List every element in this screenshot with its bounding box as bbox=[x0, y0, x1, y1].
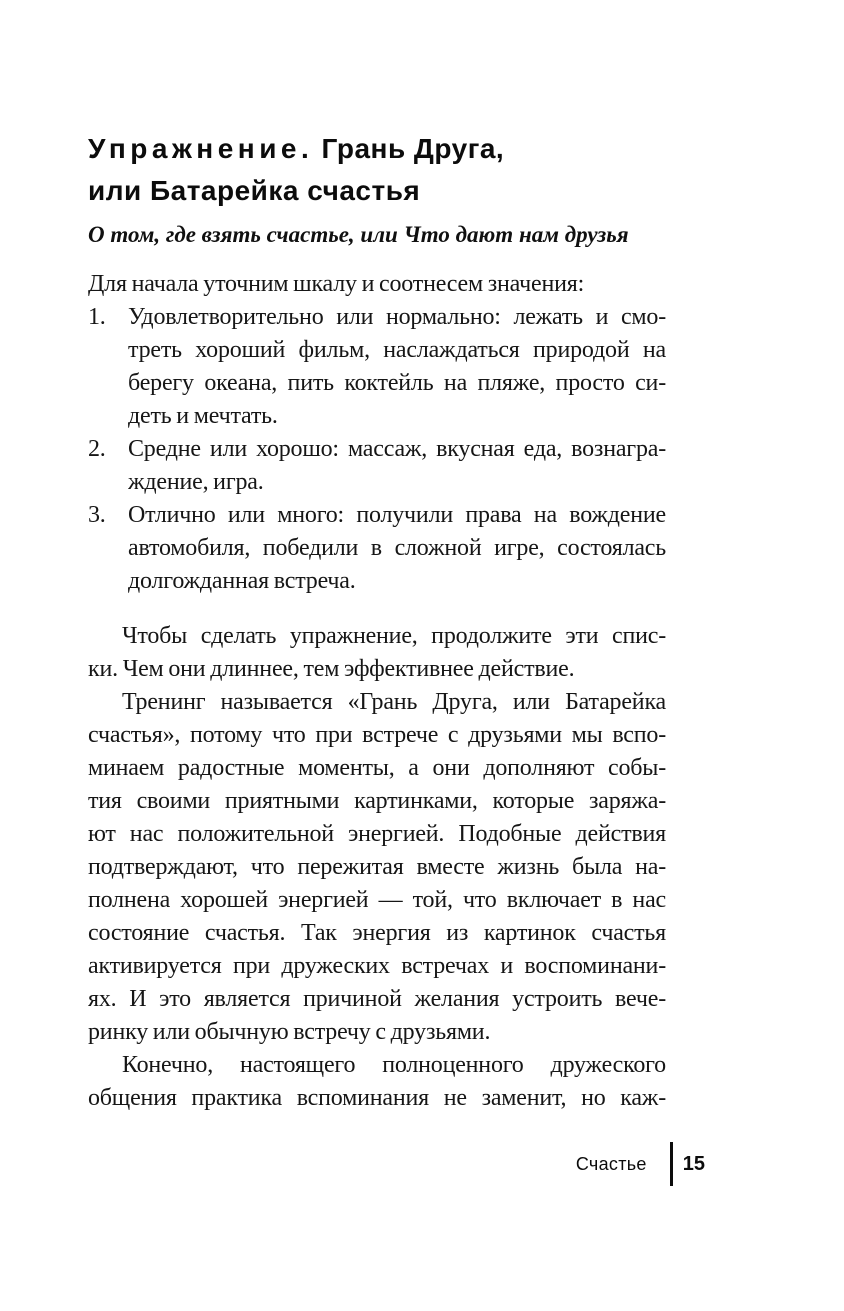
text-line: ют нас положительной энергией. Подобные действия bbox=[88, 821, 666, 847]
text-line: Конечно, настоящего полноценного дружеского bbox=[122, 1052, 666, 1078]
page-footer bbox=[576, 1141, 705, 1187]
text-line: Тренинг называется «Грань Друга, или Батарейка bbox=[122, 689, 666, 715]
text-line: автомобиля, победили в сложной игре, состоялась bbox=[128, 535, 666, 561]
paragraph-1 bbox=[88, 620, 666, 686]
text-line: состояние счастья. Так энергия из картинок счастья bbox=[88, 920, 666, 946]
text-line: счастья», потому что при встрече с друзьями мы вспо- bbox=[88, 722, 666, 748]
chapter-subtitle: О том, где взять счастье, или Что дают нам друзья bbox=[88, 222, 629, 247]
chapter-heading-line1 bbox=[88, 128, 666, 170]
text-line: общения практика вспоминания не заменит, но каж- bbox=[88, 1085, 666, 1111]
list-item-2 bbox=[88, 433, 666, 499]
intro-line: Для начала уточним шкалу и соотнесем значения: bbox=[88, 271, 585, 297]
text-line: Средне или хорошо: массаж, вкусная еда, вознагра- bbox=[128, 436, 666, 462]
page-number: 15 bbox=[682, 1152, 705, 1175]
numbered-list bbox=[88, 301, 666, 598]
running-title: Счастье bbox=[575, 1153, 647, 1174]
text-line: подтверждают, что пережитая вместе жизнь была на- bbox=[88, 854, 666, 880]
chapter-heading-line2: или Батарейка счастья bbox=[88, 175, 421, 206]
chapter-heading bbox=[88, 128, 666, 212]
text-line: треть хороший фильм, наслаждаться природой на bbox=[128, 337, 666, 363]
text-line: ки. Чем они длиннее, тем эффективнее действие. bbox=[88, 656, 575, 682]
body-text bbox=[88, 268, 666, 1115]
text-line: ях. И это является причиной желания устроить вече- bbox=[88, 986, 666, 1012]
chapter-heading-word-spaced: Упражнение. bbox=[88, 133, 314, 164]
text-line: берегу океана, пить коктейль на пляже, просто си- bbox=[128, 370, 666, 396]
list-item-3 bbox=[88, 499, 666, 598]
list-item-number: 1. bbox=[88, 304, 106, 330]
footer-divider bbox=[670, 1142, 673, 1186]
list-item-1 bbox=[88, 301, 666, 433]
text-line: Чтобы сделать упражнение, продолжите эти спис- bbox=[122, 623, 666, 649]
text-line: ринку или обычную встречу с друзьями. bbox=[88, 1019, 491, 1045]
text-line: долгожданная встреча. bbox=[128, 568, 356, 594]
list-item-number: 2. bbox=[88, 436, 106, 462]
text-line: активируется при дружеских встречах и воспоминани- bbox=[88, 953, 666, 979]
text-line: деть и мечтать. bbox=[128, 403, 278, 429]
page-content bbox=[88, 0, 666, 1115]
text-line: Отлично или много: получили права на вождение bbox=[128, 502, 666, 528]
paragraph-2 bbox=[88, 686, 666, 1049]
text-line: Удовлетворительно или нормально: лежать и смо- bbox=[128, 304, 666, 330]
chapter-heading-line1-rest: Грань Друга, bbox=[321, 133, 505, 164]
list-item-number: 3. bbox=[88, 502, 106, 528]
paragraph-3 bbox=[88, 1049, 666, 1115]
text-line: ждение, игра. bbox=[128, 469, 264, 495]
text-line: полнена хорошей энергией — той, что включает в нас bbox=[88, 887, 666, 913]
text-line: минаем радостные моменты, а они дополняют собы- bbox=[88, 755, 666, 781]
text-line: тия своими приятными картинками, которые заряжа- bbox=[88, 788, 666, 814]
